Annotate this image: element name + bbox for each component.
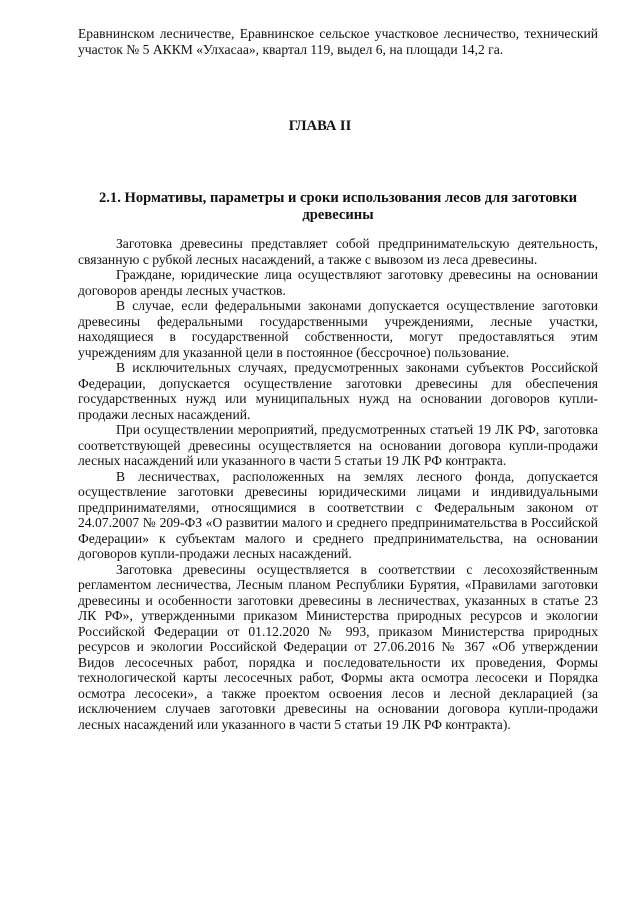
paragraph: В лесничествах, расположенных на землях лесного фонда, допускается осуществление заготовки древесины юридическими лицами и индивидуальными предпринимателями, относящимися в соответствии с Федеральным законом от 24.07.2007 № 209-ФЗ «О развитии малого и среднего предпринимательства в Российской Федерации» к субъектам малого и среднего предпринимательства, на основании договоров купли-продажи лесных насаждений. <box>78 468 598 561</box>
section-title: 2.1. Нормативы, параметры и сроки использования лесов для заготовки древесины <box>98 190 578 223</box>
paragraph: Граждане, юридические лица осуществляют заготовку древесины на основании договоров аренды лесных участков. <box>78 267 598 298</box>
paragraph: В случае, если федеральными законами допускается осуществление заготовки древесины федеральными государственными учреждениями, лесные участки, находящиеся в государственной собственности, могут предоставляться этим учреждениям для указанной цели в постоянное (бессрочное) пользование. <box>78 298 598 360</box>
paragraph: Заготовка древесины осуществляется в соответствии с лесохозяйственным регламентом лесничества, Лесным планом Республики Бурятия, «Правилами заготовки древесины и особенности заготовки древесины в лесничествах, указанных в статье 23 ЛК РФ», утвержденными приказом Министерства природных ресурсов и экологии Российской Федерации от 01.12.2020 № 993, приказом Министерства природных ресурсов и экологии Российской Федерации от 27.06.2016 № 367 «Об утверждении Видов лесосечных работ, порядка и последовательности их проведения, Формы технологической карты лесосечных работ, Формы акта осмотра лесосеки и Порядка осмотра лесосеки», а также проектом освоения лесов и лесной декларацией (за исключением случаев заготовки древесины на основании договора купли-продажи лесных насаждений или указанного в части 5 статьи 19 ЛК РФ контракта). <box>78 561 598 732</box>
chapter-title: ГЛАВА II <box>288 118 352 134</box>
intro-text: Еравнинском лесничестве, Еравнинское сельское участковое лесничество, технический участок № 5 АККМ «Улхасаа», квартал 119, выдел 6, на площади 14,2 га. <box>78 26 598 57</box>
paragraph: Заготовка древесины представляет собой предпринимательскую деятельность, связанную с рубкой лесных насаждений, а также с вывозом из леса древесины. <box>78 236 598 267</box>
paragraph: В исключительных случаях, предусмотренных законами субъектов Российской Федерации, допускается осуществление заготовки древесины для обеспечения государственных нужд или муниципальных нужд на основании договоров купли-продажи лесных насаждений. <box>78 360 598 422</box>
body-text <box>78 236 598 732</box>
paragraph: При осуществлении мероприятий, предусмотренных статьей 19 ЛК РФ, заготовка соответствующей древесины осуществляется на основании договора купли-продажи лесных насаждений или указанного в части 5 статьи 19 ЛК РФ контракта. <box>78 422 598 468</box>
intro-paragraph <box>78 26 598 57</box>
